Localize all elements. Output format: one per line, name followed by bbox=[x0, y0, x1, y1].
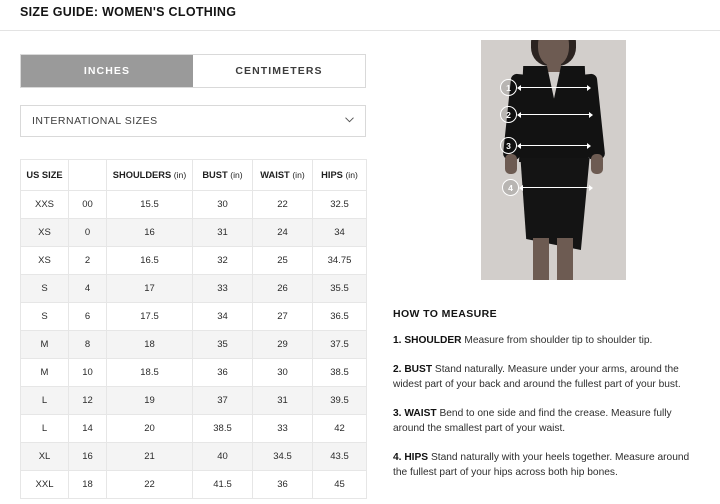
cell-size: L bbox=[21, 415, 69, 443]
chevron-down-icon bbox=[345, 115, 354, 126]
cell-size: S bbox=[21, 275, 69, 303]
page-title: SIZE GUIDE: WOMEN'S CLOTHING bbox=[20, 5, 237, 19]
cell-bust: 40 bbox=[193, 443, 253, 471]
how-to-measure-text-shoulder: Measure from shoulder tip to shoulder tip. bbox=[464, 335, 653, 346]
table-row bbox=[21, 471, 367, 499]
cell-num: 0 bbox=[69, 219, 107, 247]
table-row bbox=[21, 191, 367, 219]
cell-waist: 29 bbox=[253, 331, 313, 359]
cell-waist: 30 bbox=[253, 359, 313, 387]
how-to-measure-title: HOW TO MEASURE bbox=[393, 308, 497, 320]
waist-measure-line bbox=[521, 145, 587, 146]
how-to-measure-item-waist bbox=[393, 406, 698, 437]
cell-waist: 34.5 bbox=[253, 443, 313, 471]
hips-measure-line bbox=[523, 187, 589, 188]
cell-size: M bbox=[21, 359, 69, 387]
cell-shoulders: 16.5 bbox=[107, 247, 193, 275]
cell-hips: 39.5 bbox=[313, 387, 367, 415]
how-to-measure-item-bust bbox=[393, 362, 698, 393]
cell-num: 6 bbox=[69, 303, 107, 331]
table-row bbox=[21, 275, 367, 303]
cell-num: 4 bbox=[69, 275, 107, 303]
size-system-select-value: INTERNATIONAL SIZES bbox=[32, 115, 158, 127]
cell-num: 10 bbox=[69, 359, 107, 387]
header-hips: HIPS (in) bbox=[313, 160, 367, 191]
how-to-measure-label-hips: 4. HIPS bbox=[393, 451, 429, 463]
cell-hips: 34.75 bbox=[313, 247, 367, 275]
how-to-measure-text-waist: Bend to one side and find the crease. Measure fully around the smallest part of your waist. bbox=[393, 407, 672, 434]
cell-bust: 34 bbox=[193, 303, 253, 331]
figure-neck bbox=[547, 58, 561, 72]
table-row bbox=[21, 247, 367, 275]
header-us-size: US SIZE bbox=[21, 160, 69, 191]
cell-bust: 41.5 bbox=[193, 471, 253, 499]
table-row bbox=[21, 303, 367, 331]
how-to-measure-item-hips bbox=[393, 450, 698, 481]
table-row bbox=[21, 443, 367, 471]
table-row bbox=[21, 219, 367, 247]
shoulder-measure-line bbox=[521, 87, 587, 88]
cell-shoulders: 17 bbox=[107, 275, 193, 303]
cell-shoulders: 15.5 bbox=[107, 191, 193, 219]
cell-size: L bbox=[21, 387, 69, 415]
cell-shoulders: 18.5 bbox=[107, 359, 193, 387]
cell-hips: 36.5 bbox=[313, 303, 367, 331]
cell-hips: 34 bbox=[313, 219, 367, 247]
cell-bust: 33 bbox=[193, 275, 253, 303]
cell-shoulders: 16 bbox=[107, 219, 193, 247]
cell-bust: 30 bbox=[193, 191, 253, 219]
cell-num: 00 bbox=[69, 191, 107, 219]
how-to-measure-item-shoulder bbox=[393, 333, 698, 349]
cell-shoulders: 17.5 bbox=[107, 303, 193, 331]
cell-size: XL bbox=[21, 443, 69, 471]
cell-num: 12 bbox=[69, 387, 107, 415]
cell-hips: 32.5 bbox=[313, 191, 367, 219]
table-row bbox=[21, 387, 367, 415]
figure-dress-skirt bbox=[519, 158, 591, 250]
bust-measure-line bbox=[521, 114, 589, 115]
cell-bust: 31 bbox=[193, 219, 253, 247]
cell-size: XS bbox=[21, 247, 69, 275]
cell-bust: 37 bbox=[193, 387, 253, 415]
cell-bust: 32 bbox=[193, 247, 253, 275]
cell-waist: 33 bbox=[253, 415, 313, 443]
figure-left-leg bbox=[533, 238, 549, 280]
cell-size: XXL bbox=[21, 471, 69, 499]
size-system-select[interactable] bbox=[20, 105, 366, 137]
cell-shoulders: 18 bbox=[107, 331, 193, 359]
cell-hips: 37.5 bbox=[313, 331, 367, 359]
right-column bbox=[393, 40, 703, 481]
cell-hips: 45 bbox=[313, 471, 367, 499]
marker-3-waist: 3 bbox=[500, 137, 517, 154]
how-to-measure-text-bust: Stand naturally. Measure under your arms, around the widest part of your back and around the fullest part of your bust. bbox=[393, 363, 681, 390]
cell-num: 14 bbox=[69, 415, 107, 443]
cell-hips: 43.5 bbox=[313, 443, 367, 471]
cell-shoulders: 21 bbox=[107, 443, 193, 471]
header-bust: BUST (in) bbox=[193, 160, 253, 191]
cell-num: 2 bbox=[69, 247, 107, 275]
cell-num: 8 bbox=[69, 331, 107, 359]
cell-waist: 24 bbox=[253, 219, 313, 247]
table-header-row bbox=[21, 160, 367, 191]
figure-right-leg bbox=[557, 238, 573, 280]
cell-hips: 42 bbox=[313, 415, 367, 443]
cell-waist: 31 bbox=[253, 387, 313, 415]
cell-bust: 38.5 bbox=[193, 415, 253, 443]
cell-num: 18 bbox=[69, 471, 107, 499]
tab-centimeters[interactable]: CENTIMETERS bbox=[193, 55, 365, 87]
table-row bbox=[21, 359, 367, 387]
size-table bbox=[20, 159, 367, 499]
cell-shoulders: 22 bbox=[107, 471, 193, 499]
cell-size: XXS bbox=[21, 191, 69, 219]
header-shoulders: SHOULDERS (in) bbox=[107, 160, 193, 191]
cell-waist: 36 bbox=[253, 471, 313, 499]
tab-inches[interactable]: INCHES bbox=[21, 55, 193, 87]
cell-bust: 35 bbox=[193, 331, 253, 359]
cell-size: XS bbox=[21, 219, 69, 247]
how-to-measure-label-waist: 3. WAIST bbox=[393, 407, 437, 419]
unit-tabs bbox=[20, 54, 366, 88]
cell-bust: 36 bbox=[193, 359, 253, 387]
how-to-measure-label-shoulder: 1. SHOULDER bbox=[393, 335, 462, 346]
marker-1-shoulder: 1 bbox=[500, 79, 517, 96]
marker-2-bust: 2 bbox=[500, 106, 517, 123]
cell-waist: 26 bbox=[253, 275, 313, 303]
cell-size: M bbox=[21, 331, 69, 359]
figure-left-hand bbox=[505, 154, 517, 174]
cell-size: S bbox=[21, 303, 69, 331]
cell-shoulders: 19 bbox=[107, 387, 193, 415]
cell-waist: 22 bbox=[253, 191, 313, 219]
left-column bbox=[20, 54, 368, 499]
measurement-figure-image bbox=[481, 40, 626, 280]
cell-hips: 35.5 bbox=[313, 275, 367, 303]
table-row bbox=[21, 415, 367, 443]
marker-4-hips: 4 bbox=[502, 179, 519, 196]
how-to-measure-text-hips: Stand naturally with your heels together. Measure around the fullest part of your hips across both hip bones. bbox=[393, 451, 690, 478]
cell-hips: 38.5 bbox=[313, 359, 367, 387]
cell-waist: 25 bbox=[253, 247, 313, 275]
cell-num: 16 bbox=[69, 443, 107, 471]
header-waist: WAIST (in) bbox=[253, 160, 313, 191]
table-row bbox=[21, 331, 367, 359]
how-to-measure-label-bust: 2. BUST bbox=[393, 363, 433, 375]
cell-shoulders: 20 bbox=[107, 415, 193, 443]
figure-right-hand bbox=[591, 154, 603, 174]
cell-waist: 27 bbox=[253, 303, 313, 331]
header-numeric-size bbox=[69, 160, 107, 191]
title-divider bbox=[0, 30, 720, 31]
